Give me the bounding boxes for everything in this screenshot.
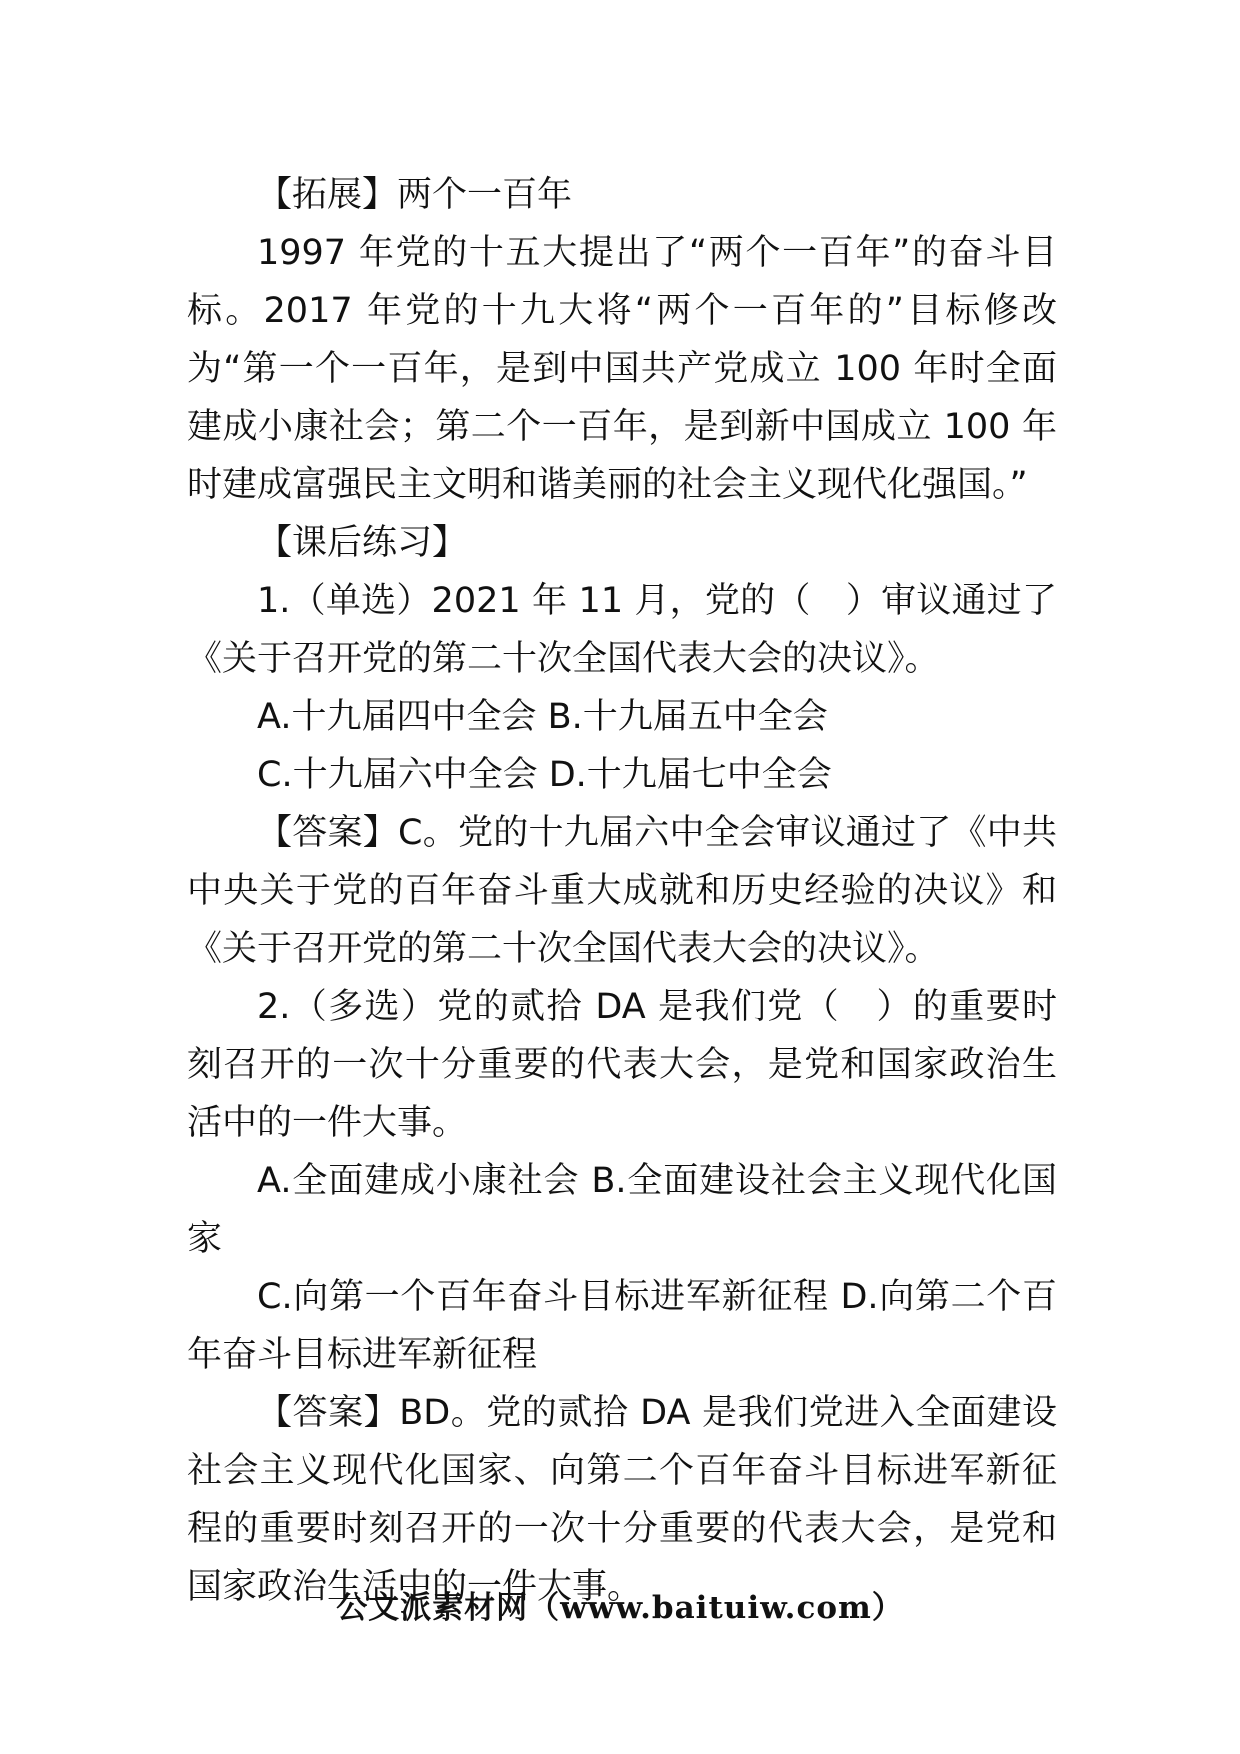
paragraph-two-centenary-goals: 1997 年党的十五大提出了“两个一百年”的奋斗目标。2017 年党的十九大将“两个一百年的”目标修改为“第一个一百年，是到中国共产党成立 100 年时全面建成小康社会；第二个一百年，是到新中国成立 100 年时建成富强民主文明和谐美丽的社会主义现代化强国。” — [187, 233, 1057, 505]
question-1-answer: 【答案】C。党的十九届六中全会审议通过了《中共中央关于党的百年奋斗重大成就和历史经验的决议》和《关于召开党的第二十次全国代表大会的决议》。 — [187, 813, 1057, 969]
question-1-options-ab: A.十九届四中全会 B.十九届五中全会 — [257, 697, 828, 737]
document-body — [187, 166, 1057, 1616]
footer-watermark: 公文派素材网（www.baituiw.com） — [336, 1590, 904, 1626]
question-1-options-cd: C.十九届六中全会 D.十九届七中全会 — [257, 755, 832, 795]
question-2-options-ab: A.全面建成小康社会 B.全面建设社会主义现代化国家 — [187, 1161, 1057, 1259]
question-2: 2.（多选）党的贰拾 DA 是我们党（ ）的重要时刻召开的一次十分重要的代表大会，是党和国家政治生活中的一件大事。 — [187, 987, 1057, 1143]
question-1: 1.（单选）2021 年 11 月，党的（ ）审议通过了《关于召开党的第二十次全国代表大会的决议》。 — [187, 581, 1057, 679]
question-2-answer: 【答案】BD。党的贰拾 DA 是我们党进入全面建设社会主义现代化国家、向第二个百年奋斗目标进军新征程的重要时刻召开的一次十分重要的代表大会，是党和国家政治生活中的一件大事。 — [187, 1393, 1057, 1607]
question-2-options-cd: C.向第一个百年奋斗目标进军新征程 D.向第二个百年奋斗目标进军新征程 — [187, 1277, 1057, 1375]
section-heading-extension: 【拓展】两个一百年 — [257, 175, 573, 215]
section-heading-exercises: 【课后练习】 — [257, 523, 468, 563]
